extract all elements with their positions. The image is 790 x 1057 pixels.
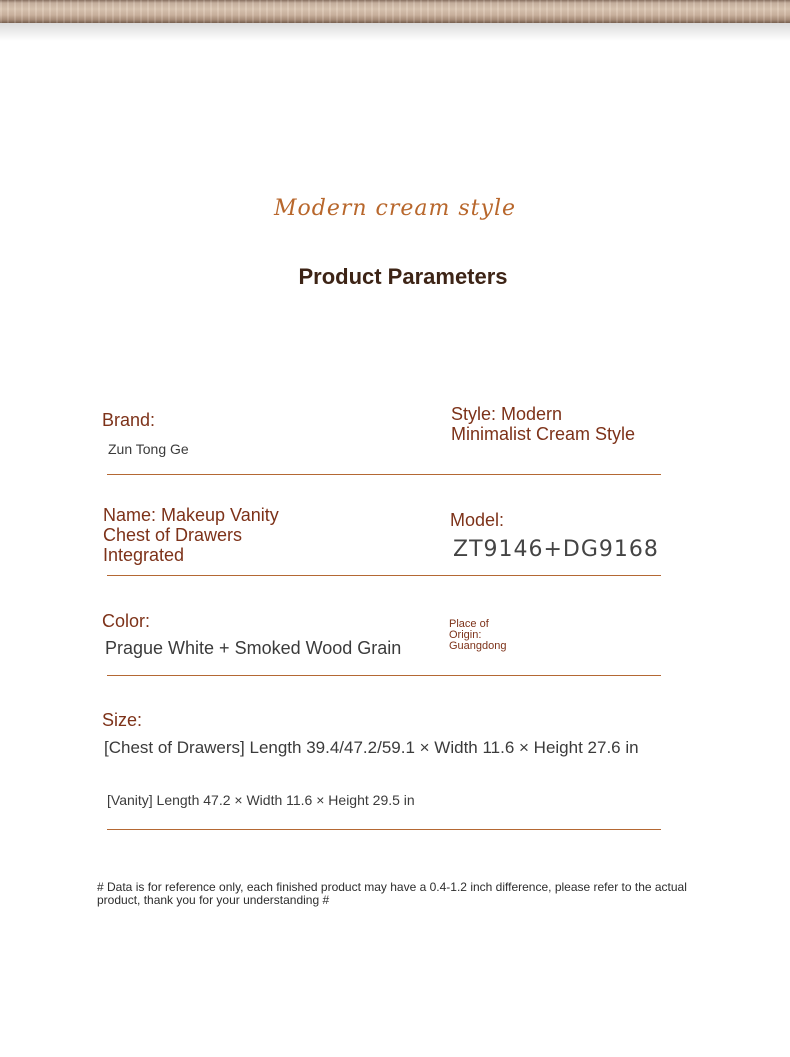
divider-row-4 bbox=[107, 829, 661, 830]
divider-row-1 bbox=[107, 474, 661, 475]
name-label: Name: Makeup Vanity Chest of Drawers Integrated bbox=[103, 505, 279, 565]
model-value: ZT9146+DG9168 bbox=[453, 537, 659, 562]
size-chest-value: [Chest of Drawers] Length 39.4/47.2/59.1 × Width 11.6 × Height 27.6 in bbox=[104, 738, 639, 757]
wood-shelf-banner bbox=[0, 0, 790, 23]
script-title: Modern cream style bbox=[274, 196, 516, 221]
size-vanity-value: [Vanity] Length 47.2 × Width 11.6 × Height 29.5 in bbox=[107, 792, 415, 808]
model-label: Model: bbox=[450, 510, 505, 530]
origin-label: Place of Origin: Guangdong bbox=[449, 618, 507, 652]
shelf-shadow bbox=[0, 23, 790, 41]
style-label: Style: Modern Minimalist Cream Style bbox=[451, 404, 636, 444]
brand-label: Brand: bbox=[102, 410, 156, 430]
color-value: Prague White + Smoked Wood Grain bbox=[105, 638, 402, 658]
size-label: Size: bbox=[102, 710, 143, 730]
color-label: Color: bbox=[102, 611, 151, 631]
divider-row-3 bbox=[107, 675, 661, 676]
page-title: Product Parameters bbox=[298, 264, 508, 289]
disclaimer-footnote: # Data is for reference only, each finished product may have a 0.4-1.2 inch difference, please refer to the actual product, thank you for your understanding # bbox=[97, 880, 687, 907]
divider-row-2 bbox=[107, 575, 661, 576]
brand-value: Zun Tong Ge bbox=[108, 441, 189, 457]
